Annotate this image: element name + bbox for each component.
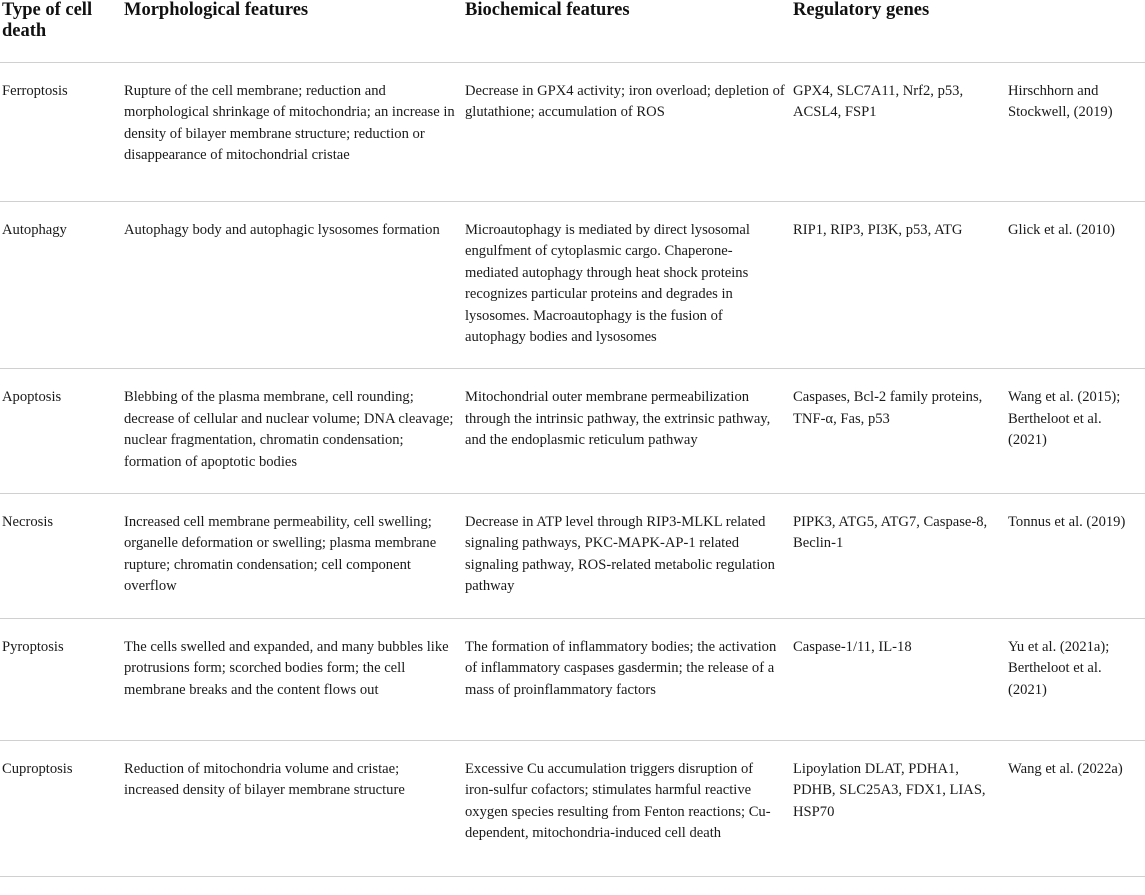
cell-biochemical: Mitochondrial outer membrane permeabilization through the intrinsic pathway, the extrinsic pathway, and the endoplasmic reticulum pathway — [465, 369, 793, 494]
table-body — [0, 63, 1145, 877]
header-row — [0, 0, 1145, 63]
table-row — [0, 494, 1145, 619]
cell-type: Ferroptosis — [0, 63, 124, 202]
table-header — [0, 0, 1145, 63]
cell-morphological: Rupture of the cell membrane; reduction and morphological shrinkage of mitochondria; an increase in density of bilayer membrane structure; reduction or disappearance of mitochondrial cristae — [124, 63, 465, 202]
cell-type: Cuproptosis — [0, 740, 124, 876]
table-row — [0, 618, 1145, 740]
header-morphological: Morphological features — [124, 0, 465, 63]
cell-genes: GPX4, SLC7A11, Nrf2, p53, ACSL4, FSP1 — [793, 63, 1008, 202]
cell-genes: Caspases, Bcl-2 family proteins, TNF-α, Fas, p53 — [793, 369, 1008, 494]
cell-genes: Caspase-1/11, IL-18 — [793, 618, 1008, 740]
cell-genes: Lipoylation DLAT, PDHA1, PDHB, SLC25A3, FDX1, LIAS, HSP70 — [793, 740, 1008, 876]
cell-biochemical: Decrease in GPX4 activity; iron overload; depletion of glutathione; accumulation of ROS — [465, 63, 793, 202]
cell-type: Apoptosis — [0, 369, 124, 494]
cell-reference: Glick et al. (2010) — [1008, 202, 1145, 369]
cell-reference: Tonnus et al. (2019) — [1008, 494, 1145, 619]
table-row — [0, 63, 1145, 202]
cell-type: Autophagy — [0, 202, 124, 369]
header-genes: Regulatory genes — [793, 0, 1008, 63]
table-row — [0, 369, 1145, 494]
cell-morphological: Blebbing of the plasma membrane, cell rounding; decrease of cellular and nuclear volume; DNA cleavage; nuclear fragmentation, chromatin condensation; formation of apoptotic bodies — [124, 369, 465, 494]
cell-biochemical: The formation of inflammatory bodies; the activation of inflammatory caspases gasdermin; the release of a mass of proinflammatory factors — [465, 618, 793, 740]
cell-biochemical: Microautophagy is mediated by direct lysosomal engulfment of cytoplasmic cargo. Chaperone-mediated autophagy through heat shock proteins recognizes particular proteins and degrades in lysosomes. Macroautophagy is the fusion of autophagy bodies and lysosomes — [465, 202, 793, 369]
header-biochemical: Biochemical features — [465, 0, 793, 63]
cell-type: Necrosis — [0, 494, 124, 619]
cell-biochemical: Decrease in ATP level through RIP3-MLKL related signaling pathways, PKC-MAPK-AP-1 related signaling pathway, ROS-related metabolic regulation pathway — [465, 494, 793, 619]
header-reference — [1008, 0, 1145, 63]
cell-morphological: Autophagy body and autophagic lysosomes formation — [124, 202, 465, 369]
table-row — [0, 202, 1145, 369]
header-type: Type of cell death — [0, 0, 124, 63]
cell-morphological: The cells swelled and expanded, and many bubbles like protrusions form; scorched bodies form; the cell membrane breaks and the content flows out — [124, 618, 465, 740]
cell-reference: Yu et al. (2021a); Bertheloot et al. (2021) — [1008, 618, 1145, 740]
cell-morphological: Increased cell membrane permeability, cell swelling; organelle deformation or swelling; plasma membrane rupture; chromatin condensation; cell component overflow — [124, 494, 465, 619]
cell-type: Pyroptosis — [0, 618, 124, 740]
cell-morphological: Reduction of mitochondria volume and cristae; increased density of bilayer membrane structure — [124, 740, 465, 876]
cell-reference: Wang et al. (2022a) — [1008, 740, 1145, 876]
cell-genes: RIP1, RIP3, PI3K, p53, ATG — [793, 202, 1008, 369]
cell-reference: Hirschhorn and Stockwell, (2019) — [1008, 63, 1145, 202]
cell-biochemical: Excessive Cu accumulation triggers disruption of iron-sulfur cofactors; stimulates harmful reactive oxygen species resulting from Fenton reactions; Cu-dependent, mitochondria-induced cell death — [465, 740, 793, 876]
cell-reference: Wang et al. (2015); Bertheloot et al. (2021) — [1008, 369, 1145, 494]
table-row — [0, 740, 1145, 876]
cell-genes: PIPK3, ATG5, ATG7, Caspase-8, Beclin-1 — [793, 494, 1008, 619]
